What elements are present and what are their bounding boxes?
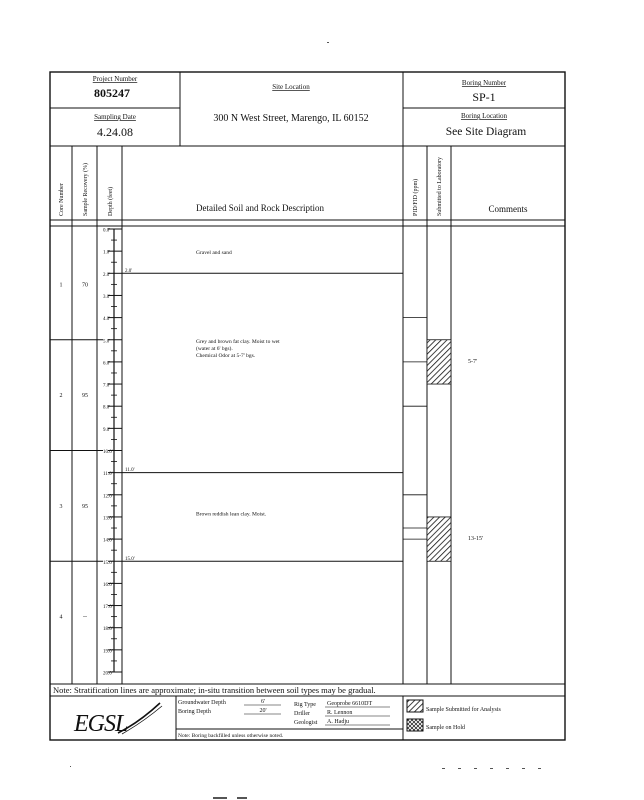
col-core-number: Core Number [59, 183, 65, 216]
logo-swoosh-icon-2 [122, 706, 162, 734]
depth-label: 18.0' [103, 627, 113, 633]
legend-submitted: Sample Submitted for Analysis [426, 707, 501, 713]
samples-group [427, 340, 483, 562]
depth-label: 10.0' [103, 450, 113, 455]
core-recovery: 95 [82, 393, 88, 400]
sampling-date: 4.24.08 [97, 125, 133, 139]
strata-description: (water at 6' bgs). [196, 345, 233, 352]
col-sample-recovery: Sample Recovery (%) [83, 163, 89, 216]
core-number: 1 [59, 282, 63, 289]
core-recovery: -- [83, 614, 87, 621]
strata-group [122, 250, 403, 562]
depth-label: 9.0' [103, 427, 111, 433]
groundwater-depth-label: Groundwater Depth [178, 700, 226, 706]
site-location: 300 N West Street, Marengo, IL 60152 [213, 113, 369, 124]
form-frame [50, 72, 565, 740]
backfill-note: Note: Boring backfilled unless otherwise noted. [178, 733, 284, 739]
rig-type-label: Rig Type [294, 702, 316, 708]
strata-description: Grey and brown fat clay. Moist to wet [196, 338, 280, 345]
depth-label: 17.0' [103, 605, 113, 611]
core-number: 3 [59, 503, 63, 510]
rig-type: Geoprobe 6610DT [327, 701, 373, 707]
driller: R. Lennon [327, 710, 353, 716]
strata-description: Brown reddish lean clay. Moist. [196, 511, 267, 518]
legend-hold-swatch-icon [407, 719, 423, 731]
strata-depth-label: 15.0' [125, 556, 135, 562]
stratification-note: Note: Stratification lines are approximate; in-situ transition between soil types may be gradual. [53, 685, 376, 695]
strata-depth-label: 11.0' [125, 468, 135, 474]
depth-label: 0.0' [103, 228, 111, 234]
core-rows [50, 282, 103, 620]
col-pid-fid: PID/FID (ppm) [413, 178, 419, 216]
sample-submitted-block [427, 517, 451, 561]
boring-location: See Site Diagram [445, 126, 527, 138]
strata-depth-label: 2.0' [125, 268, 133, 274]
site-location-label: Site Location [272, 83, 310, 91]
geologist: A. Hadju [327, 719, 349, 725]
depth-label: 14.0' [103, 538, 113, 544]
col-description: Detailed Soil and Rock Description [196, 203, 324, 213]
depth-label: 5.0' [103, 339, 111, 345]
strata-description: Chemical Odor at 5-7' bgs. [196, 352, 256, 359]
depth-label: 7.0' [103, 383, 111, 389]
core-recovery: 95 [82, 503, 88, 510]
col-depth: Depth (feet) [108, 186, 114, 216]
depth-label: 12.0' [103, 494, 113, 500]
driller-label: Driller [294, 711, 310, 717]
depth-label: 6.0' [103, 361, 111, 367]
depth-label: 8.0' [103, 405, 111, 411]
depth-label: 3.0' [103, 294, 111, 300]
boring-depth: 20' [259, 708, 267, 714]
core-number: 2 [59, 393, 63, 400]
geologist-label: Geologist [294, 720, 318, 726]
col-submitted-lab: Submitted to Laboratory [437, 157, 443, 216]
project-number-label: Project Number [92, 75, 138, 83]
depth-label: 13.0' [103, 516, 113, 522]
core-recovery: 70 [82, 282, 88, 289]
depth-label: 15.0' [103, 560, 113, 566]
boring-number: SP-1 [472, 90, 496, 104]
boring-location-label: Boring Location [460, 112, 508, 120]
sample-comment: 13-15' [468, 536, 484, 543]
depth-label: 19.0' [103, 649, 113, 655]
depth-label: 4.0' [103, 317, 111, 323]
col-comments: Comments [488, 204, 528, 214]
depth-label: 2.0' [103, 272, 111, 278]
depth-label: 11.0' [103, 472, 113, 478]
sampling-date-label: Sampling Date [94, 113, 136, 121]
egsl-logo: EGSL [74, 711, 128, 737]
boring-depth-label: Boring Depth [178, 709, 211, 715]
depth-scale [103, 229, 122, 677]
legend-submitted-swatch-icon [407, 700, 423, 712]
sample-comment: 5-7' [468, 358, 478, 365]
project-number: 805247 [94, 86, 130, 100]
depth-label: 1.0' [103, 250, 111, 256]
groundwater-depth: 6' [260, 699, 266, 705]
strata-description: Gravel and sand [196, 250, 232, 257]
sample-submitted-block [427, 340, 451, 384]
pid-cells [403, 318, 427, 539]
boring-number-label: Boring Number [461, 79, 507, 87]
depth-label: 16.0' [103, 582, 113, 588]
legend-hold: Sample on Hold [426, 725, 465, 731]
column-lines [72, 146, 451, 684]
depth-label: 20.0' [103, 671, 113, 677]
core-number: 4 [59, 614, 63, 621]
